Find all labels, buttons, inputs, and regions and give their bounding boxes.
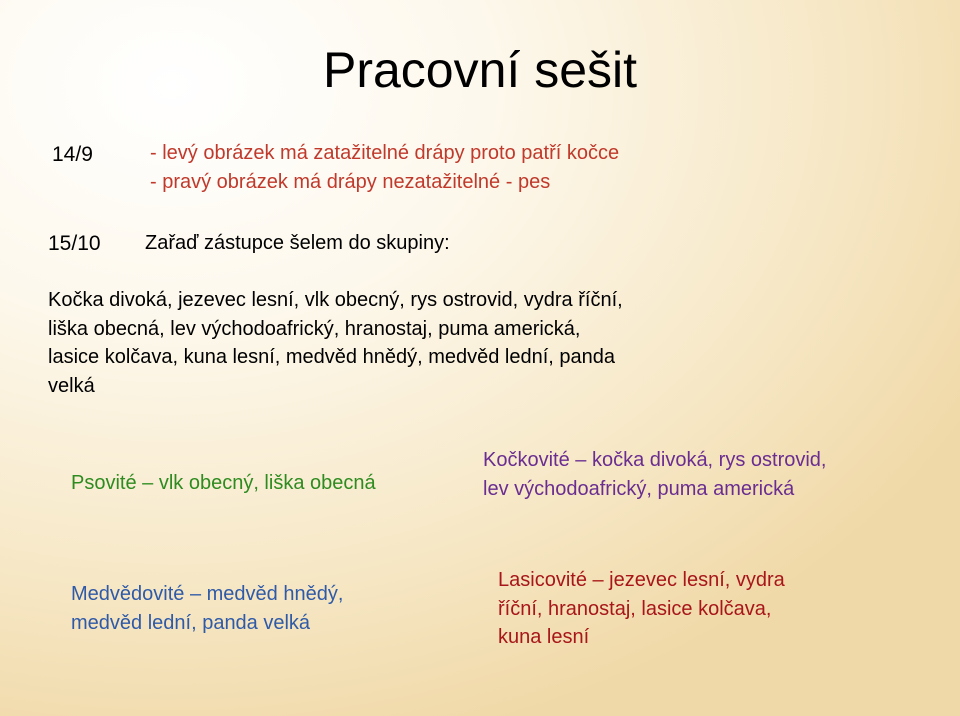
group-medvedovite (71, 580, 343, 637)
task-number-15-10: 15/10 (48, 232, 101, 255)
group-kockovite (483, 446, 826, 503)
group-lasicovite-line: Lasicovité – jezevec lesní, vydra (498, 569, 785, 591)
group-lasicovite (498, 566, 785, 652)
task-2-instruction: Zařaď zástupce šelem do skupiny: (145, 232, 450, 254)
animal-list-line: lasice kolčava, kuna lesní, medvěd hnědý, medvěd lední, panda (48, 346, 616, 368)
group-lasicovite-line: kuna lesní (498, 626, 590, 648)
group-medvedovite-line: medvěd lední, panda velká (71, 611, 311, 634)
group-psovite (71, 469, 376, 498)
animal-list-line: Kočka divoká, jezevec lesní, vlk obecný, rys ostrovid, vydra říční, (48, 289, 623, 311)
task-number-14-9: 14/9 (52, 143, 93, 166)
animal-list-line: liška obecná, lev východoafrický, hranostaj, puma americká, (48, 317, 581, 340)
group-kockovite-line: Kočkovité – kočka divoká, rys ostrovid, (483, 449, 827, 471)
group-lasicovite-line: říční, hranostaj, lasice kolčava, (498, 597, 772, 620)
group-kockovite-line: lev východoafrický, puma americká (483, 477, 795, 500)
animal-list (48, 286, 623, 400)
page-title: Pracovní sešit (322, 42, 637, 98)
task-1-line: - levý obrázek má zatažitelné drápy proto patří kočce (150, 142, 620, 164)
task-1-answer (150, 139, 619, 196)
group-psovite-line: Psovité – vlk obecný, liška obecná (71, 472, 376, 494)
animal-list-line: velká (48, 374, 95, 397)
group-medvedovite-line: Medvědovité – medvěd hnědý, (71, 583, 344, 605)
task-1-line: - pravý obrázek má drápy nezatažitelné - pes (150, 170, 551, 193)
